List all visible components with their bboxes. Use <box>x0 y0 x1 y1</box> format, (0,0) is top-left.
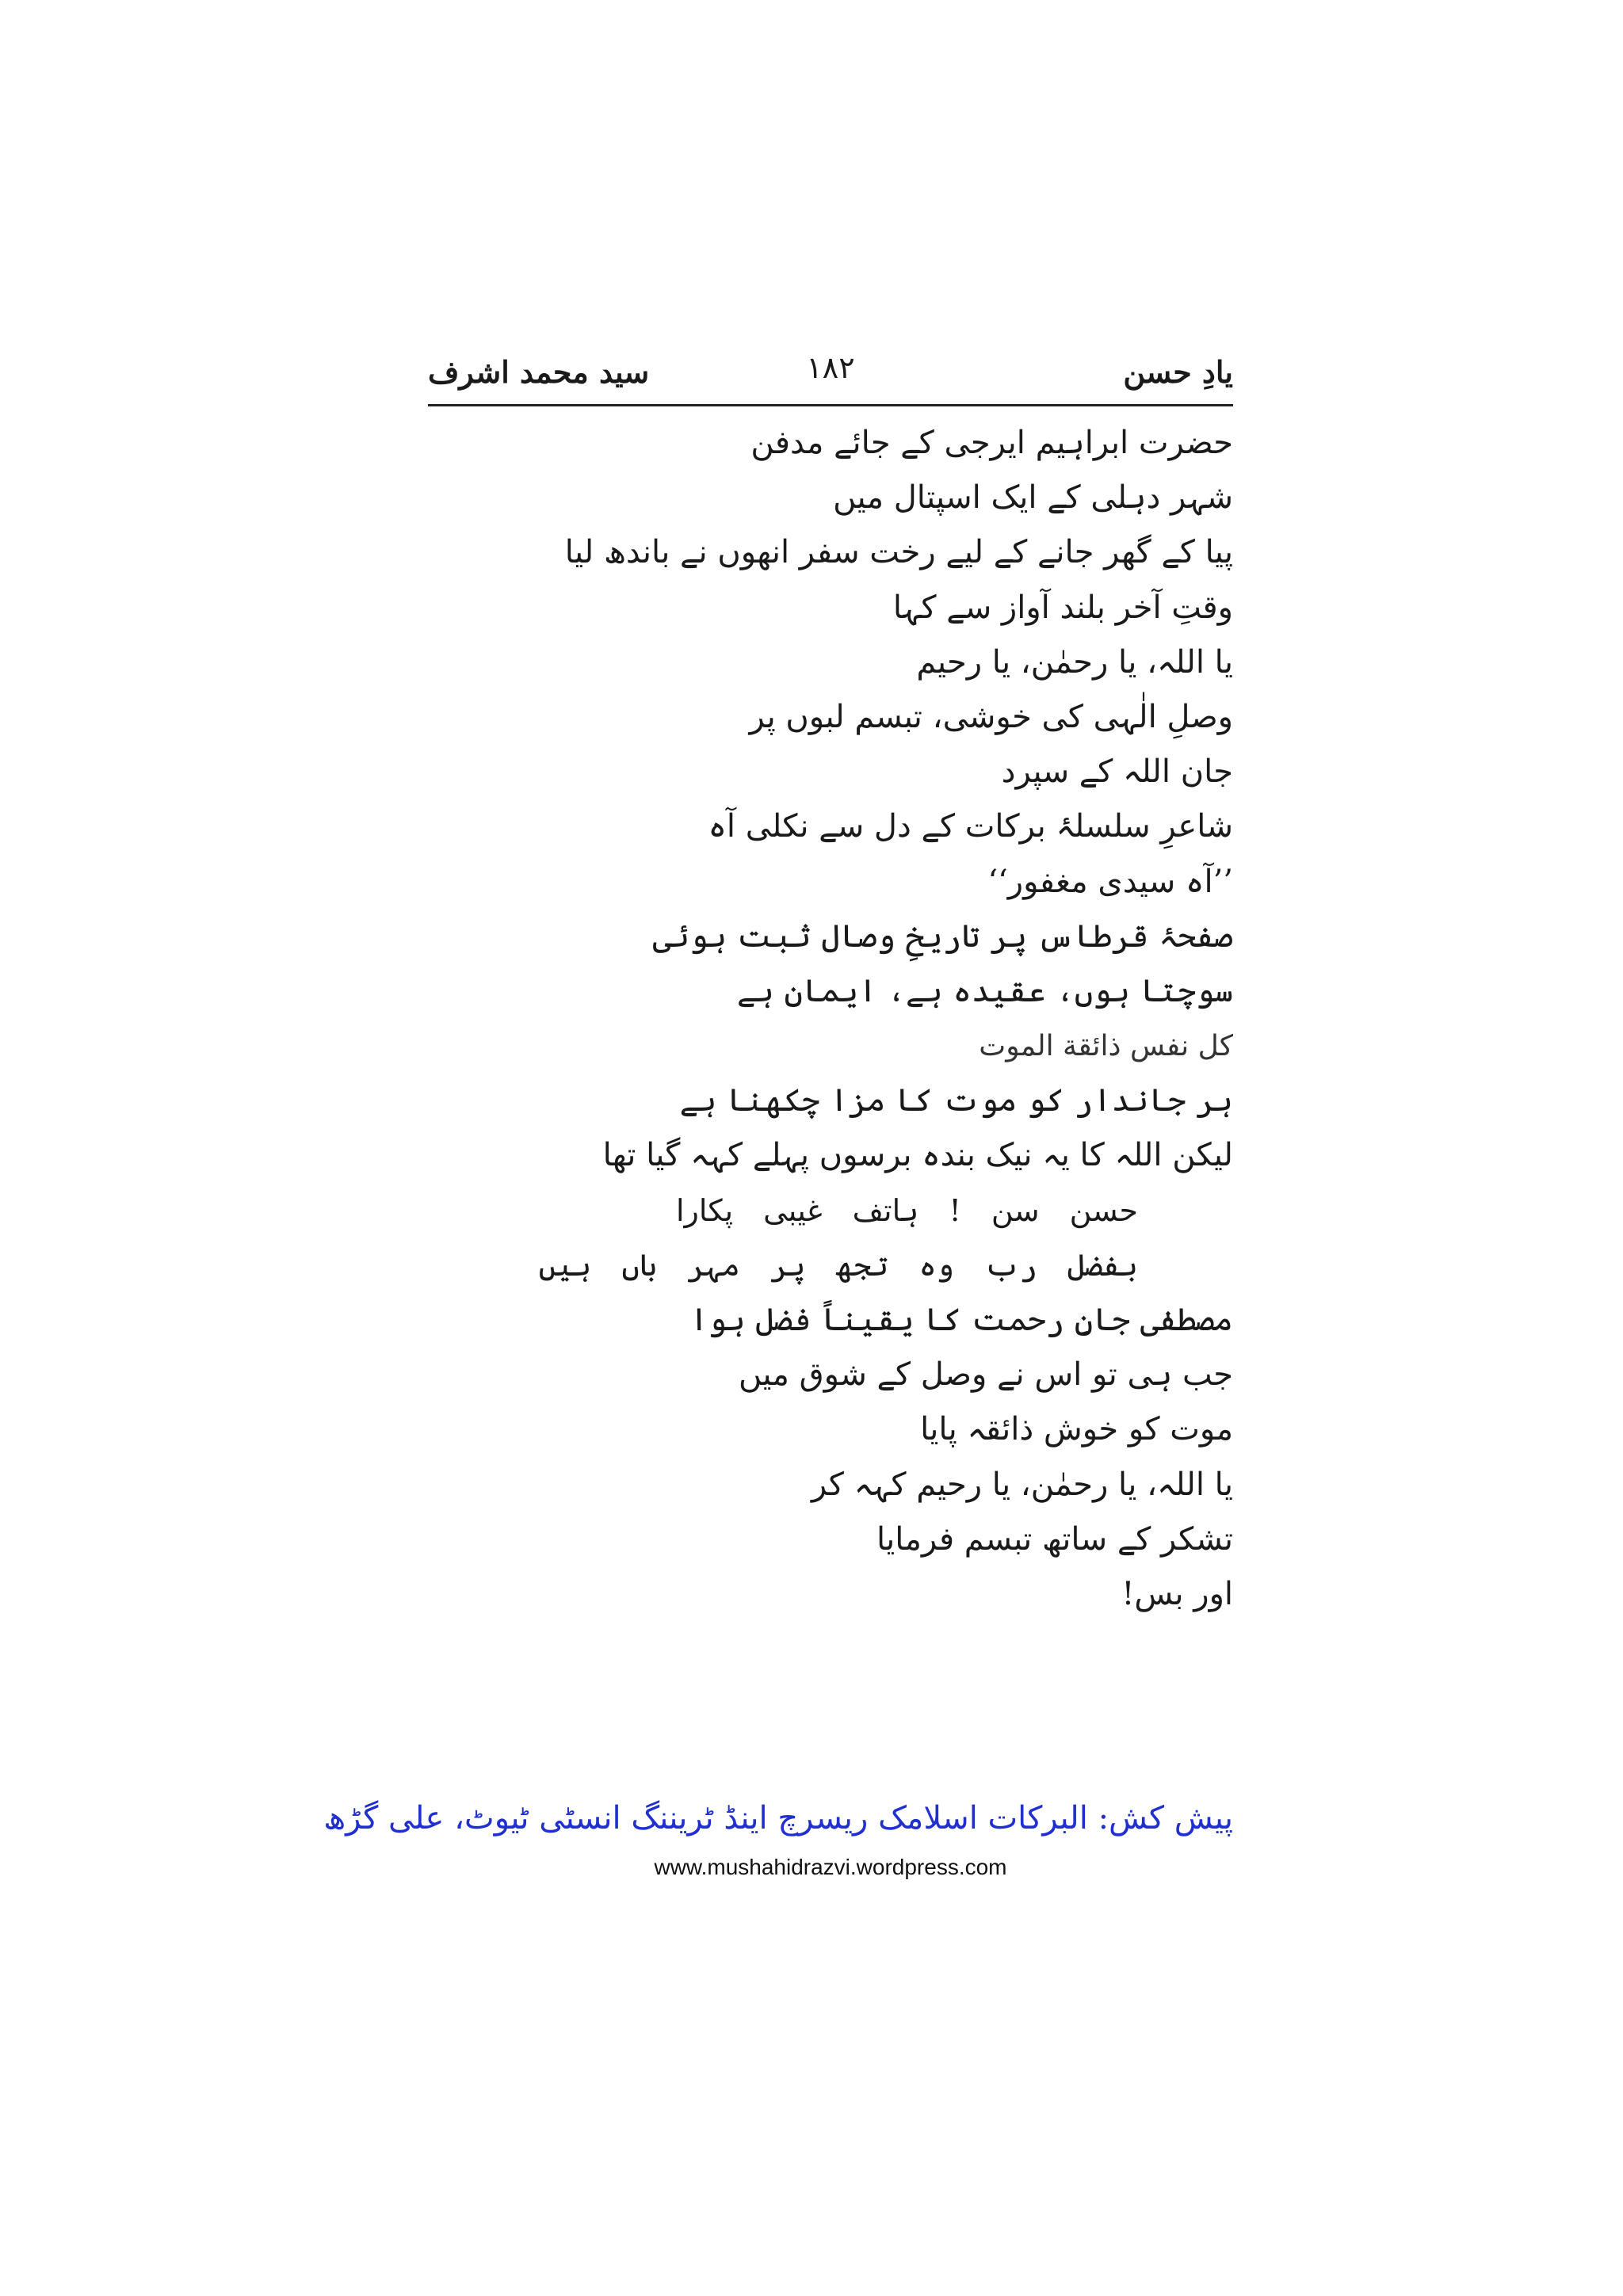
poem-couplet-line: بفضل رب وہ تجھ پر مہر باں ہیں <box>538 1247 1138 1283</box>
poem-line: جان اللہ کے سپرد <box>1001 753 1233 791</box>
book-title: یادِ حسن <box>1123 354 1233 390</box>
page-header <box>428 349 1233 396</box>
header-rule <box>428 404 1233 406</box>
author-name: سید محمد اشرف <box>428 354 650 390</box>
poem-line: حضرت ابراہیم ایرجی کے جائے مدفن <box>750 425 1233 461</box>
poem-line: وصلِ الٰہی کی خوشی، تبسم لبوں پر <box>749 698 1233 735</box>
poem-line: شہر دہلی کے ایک اسپتال میں <box>833 479 1233 517</box>
poem-line: لیکن اللہ کا یہ نیک بندہ برسوں پہلے کہہ گیا تھا <box>602 1137 1233 1174</box>
poem-line: یا اللہ، یا رحمٰن، یا رحیم <box>916 643 1233 681</box>
page-number: ۱۸۲ <box>806 350 855 385</box>
poem-line: وقتِ آخر بلند آواز سے کہا <box>892 589 1233 626</box>
poem-line: موت کو خوش ذائقہ پایا <box>920 1411 1233 1448</box>
poem-line: جب ہی تو اس نے وصل کے شوق میں <box>738 1356 1233 1394</box>
poem-line: شاعرِ سلسلۂ برکات کے دل سے نکلی آہ <box>708 808 1233 845</box>
poem-body <box>428 416 1233 1622</box>
presented-by-footer: پیش کش: البرکات اسلامک ریسرچ اینڈ ٹریننگ انسٹی ٹیوٹ، علی گڑھ <box>323 1800 1233 1836</box>
poem-line: پیا کے گھر جانے کے لیے رخت سفر انھوں نے باندھ لیا <box>564 534 1233 571</box>
poem-line-arabic-quote: كل نفس ذائقة الموت <box>979 1030 1233 1063</box>
poem-line: تشکر کے ساتھ تبسم فرمایا <box>876 1520 1233 1558</box>
poem-line: اور بس! <box>1121 1575 1233 1612</box>
poem-couplet-line: حسن سن ! ہاتف غیبی پکارا <box>675 1192 1138 1228</box>
poem-line: ہر جاندار کو موت کا مزا چکھنا ہے <box>679 1082 1233 1119</box>
poem-line: صفحۂ قرطاس پر تاریخِ وصال ثبت ہوئی <box>652 917 1233 955</box>
poem-line: سوچتا ہوں، عقیدہ ہے، ایمان ہے <box>736 972 1233 1009</box>
poem-line: یا اللہ، یا رحمٰن، یا رحیم کہہ کر <box>811 1466 1233 1503</box>
poem-line: مصطفٰی جانِ رحمت کا یقیناً فضل ہوا <box>689 1302 1233 1338</box>
website-url: www.mushahidrazvi.wordpress.com <box>654 1855 1007 1879</box>
poem-line: ’’آہ سیدی مغفور‘‘ <box>987 863 1233 900</box>
